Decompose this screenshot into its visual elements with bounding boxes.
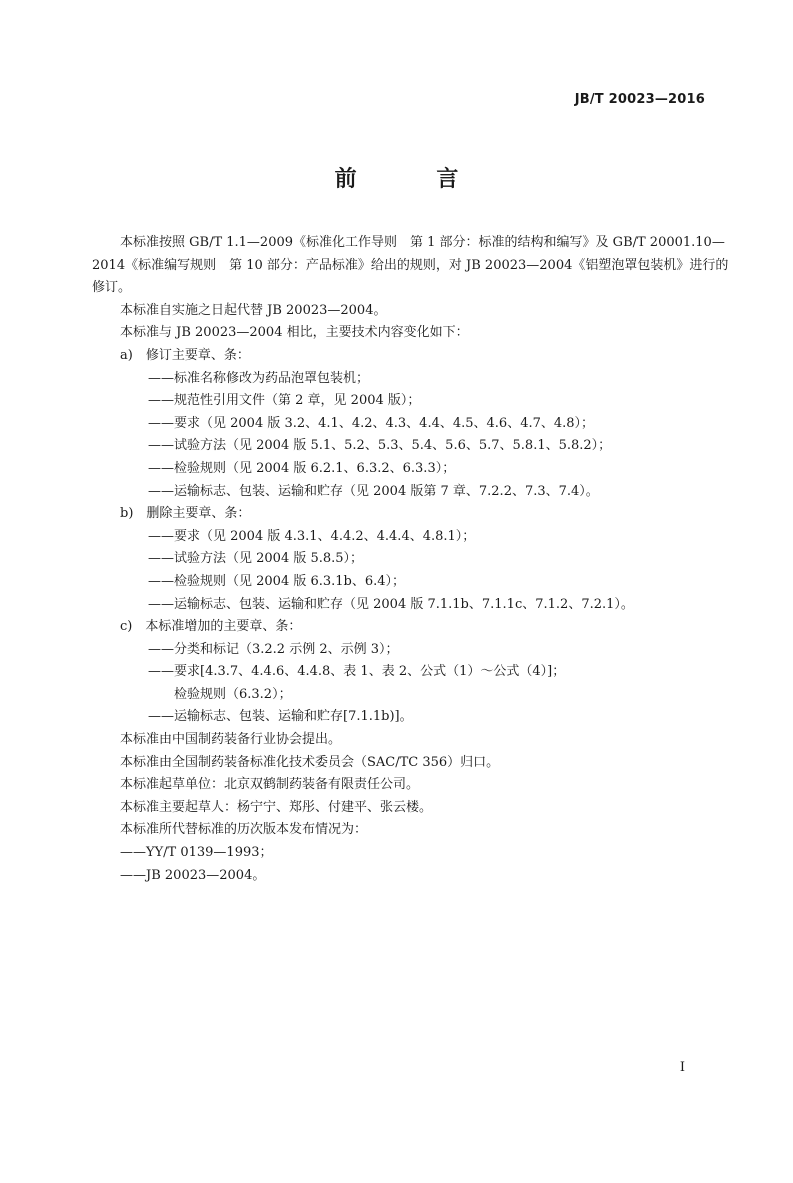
paragraph-line: 本标准自实施之日起代替 JB 20023—2004。 xyxy=(120,302,387,318)
document-code: JB/T 20023—2016 xyxy=(574,92,705,107)
paragraph-line: 本标准与 JB 20023—2004 相比，主要技术内容变化如下： xyxy=(120,325,469,341)
closing-line: 本标准由全国制药装备标准化技术委员会（SAC/TC 356）归口。 xyxy=(120,754,500,770)
paragraph-line: 本标准按照 GB/T 1.1—2009《标准化工作导则 第 1 部分：标准的结构和编写》及 GB/T 20001.10— xyxy=(120,235,725,250)
closing-line: 本标准主要起草人：杨宁宁、郑彤、付建平、张云楼。 xyxy=(120,799,433,815)
list-item: 检验规则（6.3.2）； xyxy=(174,686,292,702)
foreword-body xyxy=(92,232,729,887)
paragraph-line: 2014《标准编写规则 第 10 部分：产品标准》给出的规则，对 JB 20023—2004《铝塑泡罩包装机》进行的 xyxy=(92,257,729,273)
section-b-label: b) 删除主要章、条： xyxy=(120,506,251,522)
list-item: ——运输标志、包装、运输和贮存（见 2004 版第 7 章、7.2.2、7.3、7.4）。 xyxy=(148,483,599,499)
list-item: ——标准名称修改为药品泡罩包装机； xyxy=(148,370,370,386)
page-title: 前 言 xyxy=(334,167,495,192)
section-a-label: a) 修订主要章、条： xyxy=(120,347,250,363)
list-item: ——规范性引用文件（第 2 章，见 2004 版）； xyxy=(148,393,421,409)
list-item: ——要求（见 2004 版 4.3.1、4.4.2、4.4.4、4.8.1）； xyxy=(148,528,476,544)
list-item: ——试验方法（见 2004 版 5.8.5）； xyxy=(148,551,364,567)
page-number: I xyxy=(679,1060,685,1075)
list-item: ——运输标志、包装、运输和贮存[7.1.1b)]。 xyxy=(148,709,413,725)
closing-line: 本标准由中国制药装备行业协会提出。 xyxy=(120,732,342,748)
history-item: ——YY/T 0139—1993； xyxy=(120,845,273,861)
history-item: ——JB 20023—2004。 xyxy=(120,867,266,883)
list-item: ——检验规则（见 2004 版 6.2.1、6.3.2、6.3.3）； xyxy=(148,460,456,476)
list-item: ——运输标志、包装、运输和贮存（见 2004 版 7.1.1b、7.1.1c、7.1.2、7.2.1）。 xyxy=(148,596,634,612)
list-item: ——试验方法（见 2004 版 5.1、5.2、5.3、5.4、5.6、5.7、5.8.1、5.8.2）； xyxy=(148,438,612,454)
list-item: ——要求[4.3.7、4.4.6、4.4.8、表 1、表 2、公式（1）～公式（4）]； xyxy=(148,664,566,680)
paragraph-line: 修订。 xyxy=(92,280,132,296)
list-item: ——检验规则（见 2004 版 6.3.1b、6.4）； xyxy=(148,573,406,589)
section-c-label: c) 本标准增加的主要章、条： xyxy=(120,619,302,635)
closing-line: 本标准所代替标准的历次版本发布情况为： xyxy=(120,822,368,838)
list-item: ——要求（见 2004 版 3.2、4.1、4.2、4.3、4.4、4.5、4.6、4.7、4.8）； xyxy=(148,415,595,431)
closing-line: 本标准起草单位：北京双鹤制药装备有限责任公司。 xyxy=(120,777,420,793)
list-item: ——分类和标记（3.2.2 示例 2、示例 3）； xyxy=(148,641,399,657)
